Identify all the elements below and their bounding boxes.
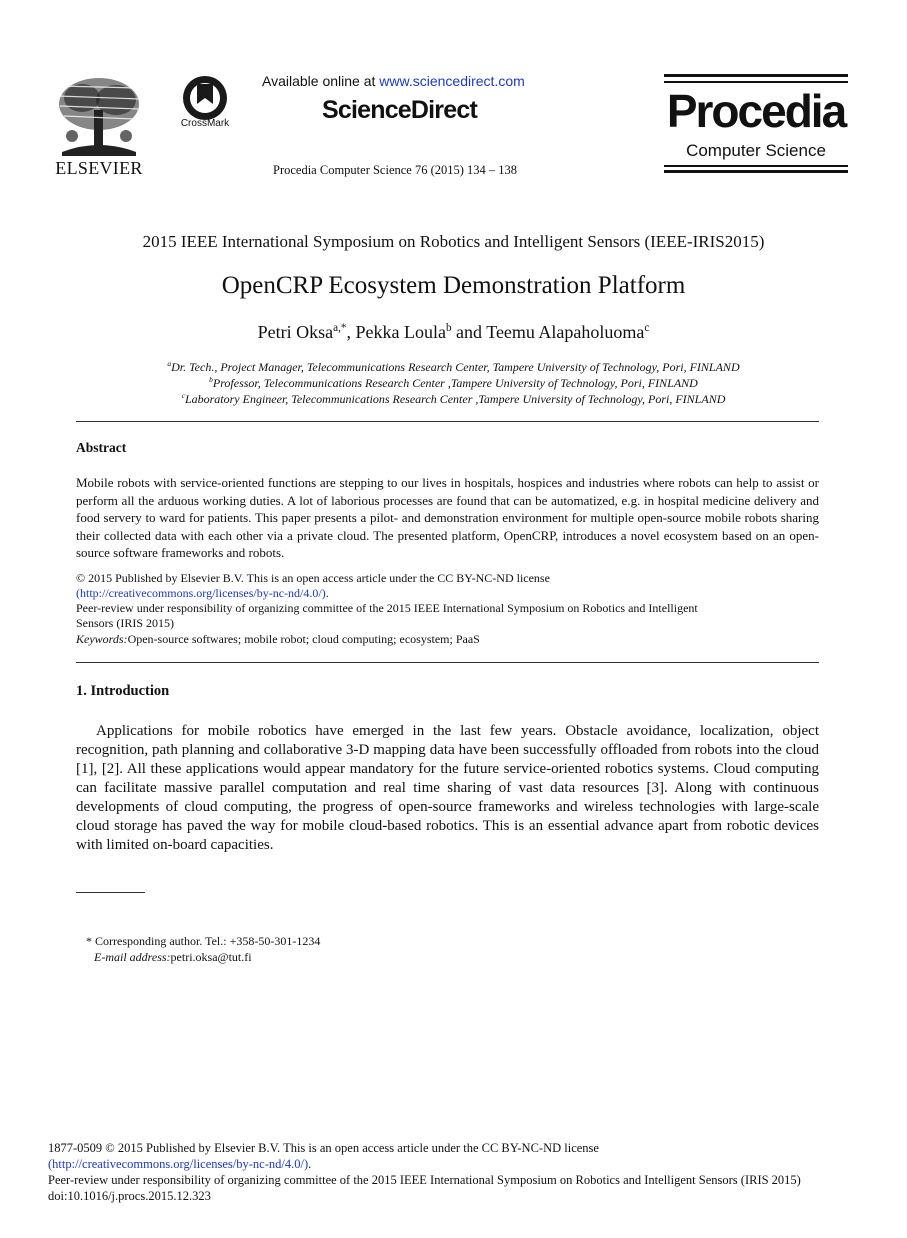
peer-review-statement: Peer-review under responsibility of organizing committee of the 2015 IEEE International Symposium on Robotics and Intelligent — [76, 601, 698, 615]
author-name: Pekka Loula — [355, 322, 446, 342]
introduction-heading: 1. Introduction — [76, 683, 170, 699]
abstract-body: Mobile robots with service-oriented functions are stepping to our lives in hospitals, hospices and industries where robots can help to assist or perform all the arduous working duties. A lot of laborious processes are found that can be automatized, e.g. in hospital medicine delivery and food servery to ward for patients. This paper presents a pilot- and demonstration environment for multiple open-source mobile robots sharing their collected data with each other via a private cloud. The presented platform, OpenCRP, introduces a novel ecosystem based on an open-source software frameworks and robots. — [76, 475, 819, 561]
procedia-rule — [664, 81, 848, 83]
author-sup: a,* — [333, 322, 347, 334]
sciencedirect-link[interactable]: www.sciencedirect.com — [379, 73, 525, 89]
journal-reference: Procedia Computer Science 76 (2015) 134 – 138 — [273, 163, 518, 177]
footer-license-url-line: (http://creativecommons.org/licenses/by-nc-nd/4.0/). — [48, 1157, 312, 1171]
available-online-text: Available online at www.sciencedirect.com — [262, 73, 525, 89]
introduction-body: Applications for mobile robotics have emerged in the last few years. Obstacle avoidance, localization, object recognition, path planning and collaborative 3-D mapping data have been successfully offloaded from robots into the cloud [1], [2]. All these applications would appear mandatory for the future service-oriented robotics systems. Cloud computing can facilitate massive parallel computation and real time sharing of vast data resources [3]. Along with continuous developments of cloud computing, the progress of open-source frameworks and wireless technologies with large-scale cloud storage has paved the way for mobile cloud-based robotics. This is an essential advance apart from robotic devices with limited on-board capacities. — [76, 723, 819, 853]
author-email[interactable]: petri.oksa@tut.fi — [170, 950, 252, 964]
procedia-wordmark: Procedia — [666, 85, 846, 137]
footer-doi[interactable]: doi:10.1016/j.procs.2015.12.323 — [48, 1189, 211, 1203]
procedia-rule — [664, 74, 848, 77]
section-divider — [76, 662, 819, 663]
procedia-subtitle: Computer Science — [686, 141, 826, 160]
author-name: Teemu Alapaholuoma — [486, 322, 645, 342]
email-line: E-mail address:petri.oksa@tut.fi — [94, 950, 252, 964]
footer-license-link[interactable]: (http://creativecommons.org/licenses/by-nc-nd/4.0/) — [48, 1157, 309, 1171]
corresponding-author: * Corresponding author. Tel.: +358-50-301-1234 — [86, 934, 321, 948]
section-divider — [76, 421, 819, 422]
affiliation: $^a$Dr. Tech., Project Manager, Telecommunications Research Center, Tampere University of Technology, Pori, FINLAND — [167, 359, 740, 374]
paper-title: OpenCRP Ecosystem Demonstration Platform — [221, 272, 686, 299]
license-statement: © 2015 Published by Elsevier B.V. This is an open access article under the CC BY-NC-ND license — [76, 571, 550, 585]
abstract-heading: Abstract — [76, 440, 127, 455]
author-sup: b — [445, 322, 452, 334]
author-sup: c — [644, 322, 650, 334]
crossmark-label: CrossMark — [180, 118, 230, 129]
sciencedirect-brand: ScienceDirect — [322, 96, 477, 124]
license-link[interactable]: (http://creativecommons.org/licenses/by-nc-nd/4.0/) — [76, 586, 326, 600]
peer-review-statement-cont: Sensors (IRIS 2015) — [76, 616, 174, 630]
license-url-line: (http://creativecommons.org/licenses/by-nc-nd/4.0/). — [76, 586, 329, 600]
elsevier-wordmark: ELSEVIER — [55, 158, 143, 178]
keywords-label: Keywords: — [76, 632, 128, 646]
keywords — [76, 632, 819, 647]
footer-license: 1877-0509 © 2015 Published by Elsevier B.V. This is an open access article under the CC BY-NC-ND license — [48, 1141, 599, 1155]
keywords-list: Open-source softwares; mobile robot; cloud computing; ecosystem; PaaS — [127, 632, 480, 646]
procedia-rule — [664, 165, 848, 167]
affiliation: $^c$Laboratory Engineer, Telecommunications Research Center ,Tampere University of Technology, Pori, FINLAND — [181, 391, 726, 406]
author-name: Petri Oksa — [257, 322, 334, 342]
affiliation: $^b$Professor, Telecommunications Research Center ,Tampere University of Technology, Pori, FINLAND — [209, 375, 698, 390]
footer-peer-review: Peer-review under responsibility of organizing committee of the 2015 IEEE International Symposium on Robotics and Intelligent Sensors (IRIS 2015) — [48, 1173, 801, 1187]
conference-name: 2015 IEEE International Symposium on Robotics and Intelligent Sensors (IEEE-IRIS2015) — [142, 232, 765, 251]
procedia-rule — [664, 170, 848, 173]
footnote-rule — [76, 892, 145, 893]
author-list: Petri Oksa$^{a,*}$, Pekka Loula$^b$ and Teemu Alapaholuoma$^c$ — [257, 322, 650, 342]
